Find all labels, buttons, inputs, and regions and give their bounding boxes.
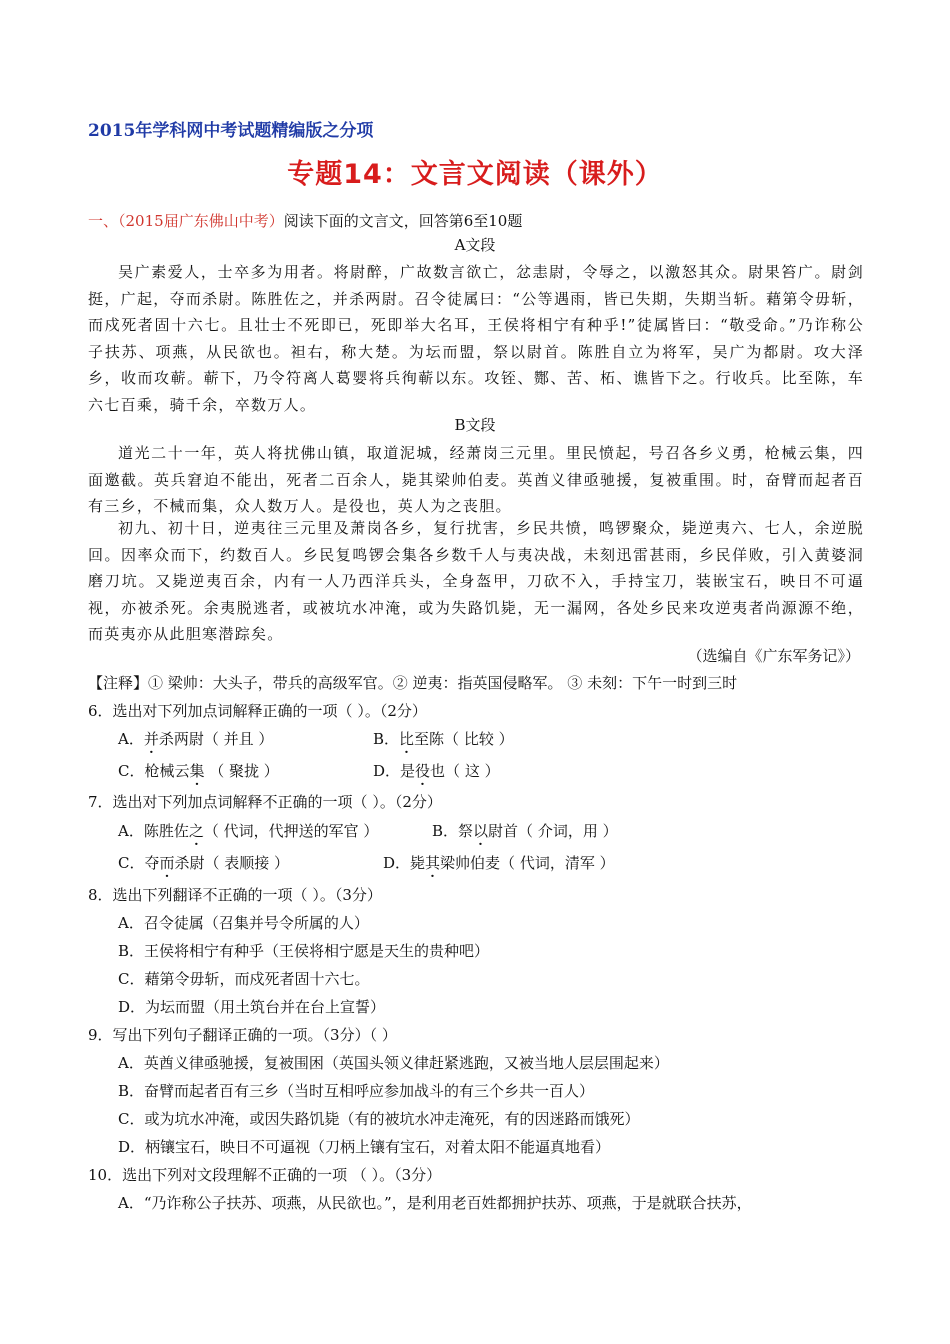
q8-stem: 8．选出下列翻译不正确的一项（ ）。（3分）	[88, 886, 382, 904]
section-a-text: 吴广素爱人，士卒多为用者。将尉醉，广故数言欲亡，忿恚尉，令辱之，以激怒其众。尉果笞广。尉剑挺，广起，夺而杀尉。陈胜佐之，并杀两尉。召令徒属曰：“公等遇雨，皆已失期，失期当斩。藉第令毋斩，而戍死者固十六七。且壮士不死即已，死即举大名耳，王侯将相宁有种乎!”徒属皆曰：“敬受命。”乃诈称公子扶苏、项燕，从民欲也。袒右，称大楚。为坛而盟，祭以尉首。陈胜自立为将军，吴广为都尉。攻大泽乡，收而攻蕲。蕲下，乃令符离人葛婴将兵徇蕲以东。攻铚、酂、苦、柘、谯皆下之。行收兵。比至陈，车六七百乘，骑千余，卒数万人。	[88, 263, 864, 414]
q6-option-c[interactable]: C．枪械云集 （ 聚拢 ）	[118, 762, 279, 780]
intro-number: 一、	[88, 212, 119, 230]
q6-option-a[interactable]: A．并杀两尉（ 并且 ）	[118, 730, 274, 748]
q7-option-c[interactable]: C．夺而杀尉（ 表顺接 ）	[118, 854, 290, 872]
q7-option-b[interactable]: B．祭以尉首（ 介词，用 ）	[432, 822, 618, 840]
q10-option-a[interactable]: A．“乃诈称公子扶苏、项燕，从民欲也。”，是利用老百姓都拥护扶苏、项燕，于是就联合扶苏，	[118, 1194, 752, 1212]
question-intro	[88, 210, 522, 232]
q7-option-d[interactable]: D．毙其梁帅伯麦（ 代词，清军 ）	[383, 854, 615, 872]
q6-option-b[interactable]: B．比至陈（ 比较 ）	[373, 730, 514, 748]
q6-stem: 6．选出对下列加点词解释正确的一项（ ）。（2分）	[88, 702, 427, 720]
q7-option-a[interactable]: A．陈胜佐之（ 代词，代押送的军官 ）	[118, 822, 379, 840]
q9-option-c[interactable]: C．或为坑水冲淹，或因失路饥毙（有的被坑水冲走淹死，有的因迷路而饿死）	[118, 1110, 640, 1128]
q8-option-b[interactable]: B．王侯将相宁有种乎（王侯将相宁愿是天生的贵种吧）	[118, 942, 490, 960]
q6-option-d[interactable]: D．是役也（ 这 ）	[373, 762, 500, 780]
q10-stem: 10．选出下列对文段理解不正确的一项 （ ）。（3分）	[88, 1166, 442, 1184]
q9-option-b[interactable]: B．奋臂而起者百有三乡（当时互相呼应参加战斗的有三个乡共一百人）	[118, 1082, 595, 1100]
q9-option-a[interactable]: A．英酋义律亟驰援，复被围困（英国头领义律赶紧逃跑，又被当地人层层围起来）	[118, 1054, 669, 1072]
intro-source: （2015届广东佛山中考）	[118, 212, 284, 230]
q9-option-d[interactable]: D．柄镶宝石，映日不可逼视（刀柄上镶有宝石，对着太阳不能逼真地看）	[118, 1138, 611, 1156]
section-b-label: B文段	[454, 416, 496, 434]
q7-stem: 7．选出对下列加点词解释不正确的一项（ ）。（2分）	[88, 793, 442, 811]
section-b-paragraph-1: 道光二十一年，英人将扰佛山镇，取道泥城，经萧岗三元里。里民愤起，号召各乡义勇，枪械云集，四面邀截。英兵窘迫不能出，死者二百余人，毙其梁帅伯麦。英酋义律亟驰援，复被重围。时，奋臂而起者百有三乡，不械而集，众人数万人。是役也，英人为之丧胆。	[88, 444, 864, 515]
page-title: 专题14：文言文阅读（课外）	[287, 159, 663, 190]
q8-option-a[interactable]: A．召令徒属（召集并号令所属的人）	[118, 914, 369, 932]
q8-option-d[interactable]: D．为坛而盟（用土筑台并在台上宣誓）	[118, 998, 386, 1016]
q8-option-c[interactable]: C．藉第令毋斩，而戍死者固十六七。	[118, 970, 370, 988]
section-a-label: A文段	[454, 236, 496, 254]
section-b-paragraph-2: 初九、初十日，逆夷往三元里及萧岗各乡，复行扰害，乡民共愤，鸣锣聚众，毙逆夷六、七人，余逆脱回。因率众而下，约数百人。乡民复鸣锣会集各乡数千人与夷决战，未刻迅雷甚雨，乡民佯败，引入黄婆洞磨刀坑。又毙逆夷百余，内有一人乃西洋兵头，全身盔甲，刀砍不入，手持宝刀，装嵌宝石，映日不可逼视，亦被杀死。余夷脱逃者，或被坑水冲淹，或为失路饥毙，无一漏网，各处乡民来攻逆夷者尚源源不绝，而英夷亦从此胆寒潜踪矣。	[88, 519, 864, 643]
intro-text: 阅读下面的文言文，回答第6至10题	[283, 212, 523, 230]
annotation-notes: 【注释】① 梁帅：大头子，带兵的高级军官。② 逆夷：指英国侵略军。 ③ 未刻：下午一时到三时	[88, 674, 738, 692]
header-line: 2015年学科网中考试题精编版之分项	[88, 121, 374, 141]
q9-stem: 9．写出下列句子翻译正确的一项。（3分）（ ）	[88, 1026, 397, 1044]
source-note: （选编自《广东军务记》）	[687, 647, 860, 665]
